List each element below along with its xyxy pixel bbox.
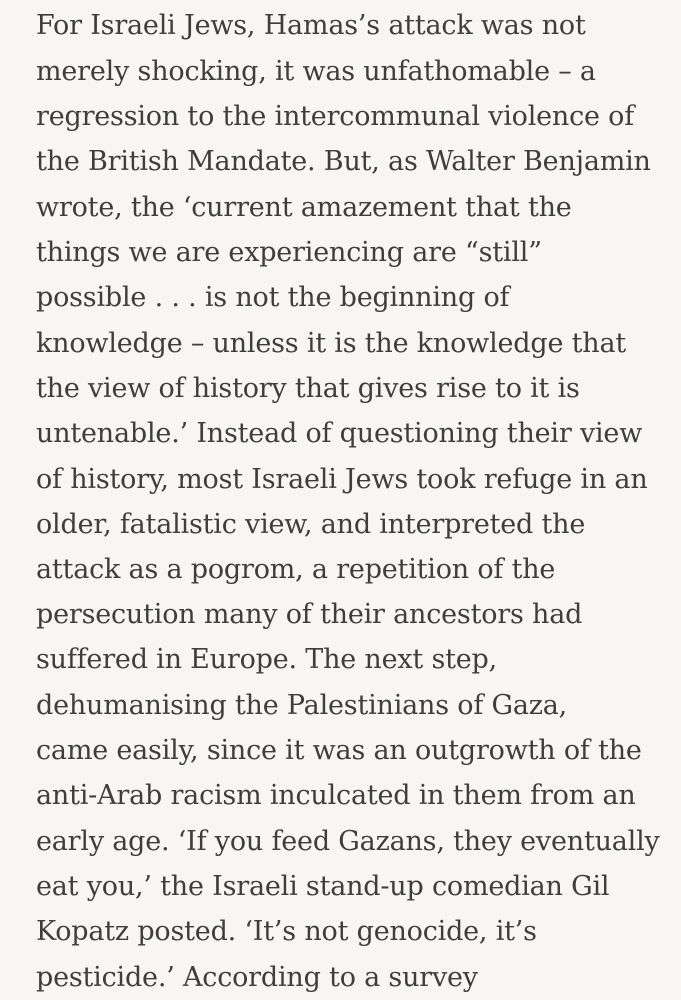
paragraph-line: Kopatz posted. ‘It’s not genocide, it’s [36, 916, 537, 947]
paragraph-line: merely shocking, it was unfathomable – a [36, 56, 596, 87]
paragraph-line: came easily, since it was an outgrowth of the [36, 735, 642, 766]
paragraph-line: older, fatalistic view, and interpreted the [36, 509, 586, 540]
paragraph-line: eat you,’ the Israeli stand-up comedian Gil [36, 871, 610, 902]
paragraph-line: of history, most Israeli Jews took refuge in an [36, 464, 648, 495]
paragraph-line: pesticide.’ According to a survey [36, 962, 478, 993]
paragraph-line: wrote, the ‘current amazement that the [36, 192, 572, 223]
paragraph-line: the view of history that gives rise to it is [36, 373, 580, 404]
paragraph-line: the British Mandate. But, as Walter Benjamin [36, 146, 651, 177]
paragraph-line: untenable.’ Instead of questioning their view [36, 418, 643, 449]
paragraph-line: For Israeli Jews, Hamas’s attack was not [36, 10, 586, 41]
paragraph-line: attack as a pogrom, a repetition of the [36, 554, 556, 585]
paragraph-line: suffered in Europe. The next step, [36, 644, 497, 675]
paragraph-line: persecution many of their ancestors had [36, 599, 583, 630]
paragraph-line: dehumanising the Palestinians of Gaza, [36, 690, 568, 721]
paragraph-line: things we are experiencing are “still” [36, 237, 542, 268]
paragraph-line: regression to the intercommunal violence of [36, 101, 635, 132]
paragraph-line: anti-Arab racism inculcated in them from an [36, 780, 636, 811]
paragraph-line: possible . . . is not the beginning of [36, 282, 510, 313]
paragraph-line: knowledge – unless it is the knowledge that [36, 328, 627, 359]
paragraph-line: early age. ‘If you feed Gazans, they eventually [36, 826, 660, 857]
